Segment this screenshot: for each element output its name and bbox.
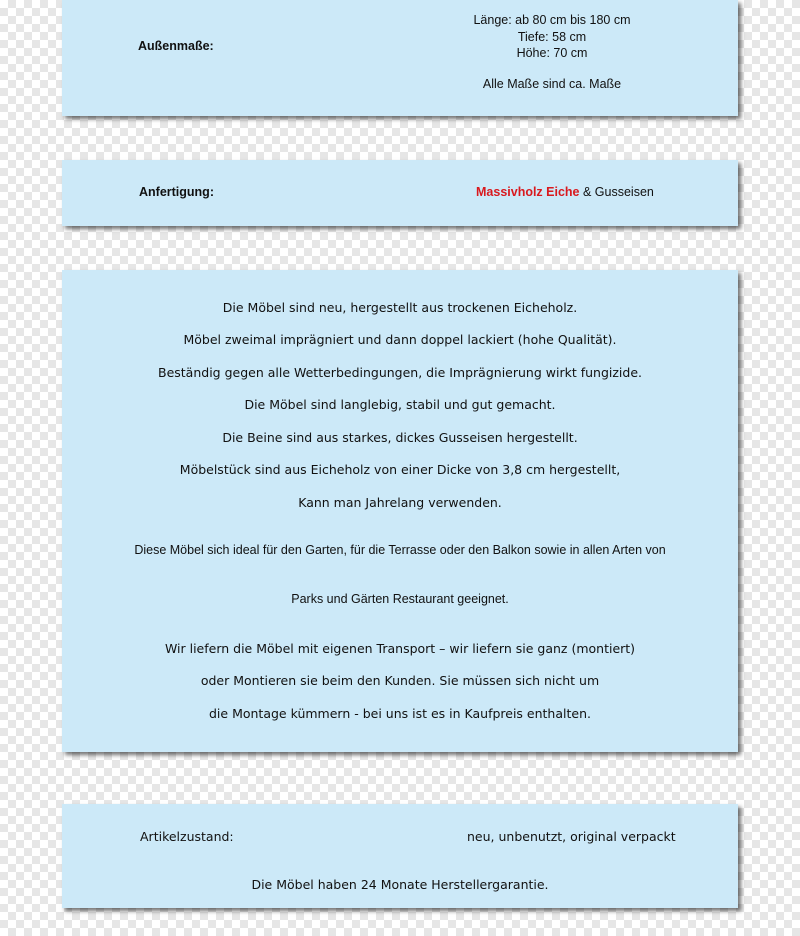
warranty-text: Die Möbel haben 24 Monate Herstellergarantie.: [251, 877, 549, 892]
dimensions-values: [402, 12, 702, 62]
dimensions-label: Außenmaße:: [138, 39, 214, 53]
description-line-4: Die Möbel sind langlebig, stabil und gut gemacht.: [244, 397, 556, 412]
description-line-1: Die Möbel sind neu, hergestellt aus trockenen Eicheholz.: [222, 300, 578, 315]
description-panel: [62, 270, 738, 752]
length-line: Länge: ab 80 cm bis 180 cm: [473, 13, 631, 27]
description-line-7: Kann man Jahrelang verwenden.: [298, 495, 502, 510]
description-line-6: Möbelstück sind aus Eicheholz von einer Dicke von 3,8 cm hergestellt,: [179, 462, 621, 477]
depth-line: Tiefe: 58 cm: [517, 29, 587, 44]
description-line-5: Die Beine sind aus starkes, dickes Gusseisen hergestellt.: [222, 430, 578, 445]
height-line: Höhe: 70 cm: [516, 46, 588, 60]
material-rest: & Gusseisen: [579, 185, 654, 199]
manufacture-material: [476, 185, 654, 199]
delivery-line-2: oder Montieren sie beim den Kunden. Sie müssen sich nicht um: [200, 673, 600, 688]
description-line-2: Möbel zweimal imprägniert und dann doppel lackiert (hohe Qualität).: [183, 332, 617, 347]
dimensions-panel: [62, 0, 738, 116]
usage-line: Diese Möbel sich ideal für den Garten, für die Terrasse oder den Balkon sowie in allen Arten von: [134, 543, 666, 557]
description-line-3: Beständig gegen alle Wetterbedingungen, die Imprägnierung wirkt fungizide.: [158, 365, 642, 380]
dimensions-note: Alle Maße sind ca. Maße: [482, 77, 622, 91]
condition-value: neu, unbenutzt, original verpackt: [467, 829, 676, 844]
manufacture-panel: [62, 160, 738, 226]
material-highlight: Massivholz Eiche: [476, 185, 580, 199]
condition-panel: [62, 804, 738, 908]
delivery-line-1: Wir liefern die Möbel mit eigenen Transport – wir liefern sie ganz (montiert): [164, 641, 636, 656]
usage-line-2: Parks und Gärten Restaurant geeignet.: [291, 592, 509, 606]
manufacture-label: Anfertigung:: [139, 185, 214, 199]
condition-label: Artikelzustand:: [140, 829, 234, 844]
delivery-line-3: die Montage kümmern - bei uns ist es in Kaufpreis enthalten.: [209, 706, 591, 721]
